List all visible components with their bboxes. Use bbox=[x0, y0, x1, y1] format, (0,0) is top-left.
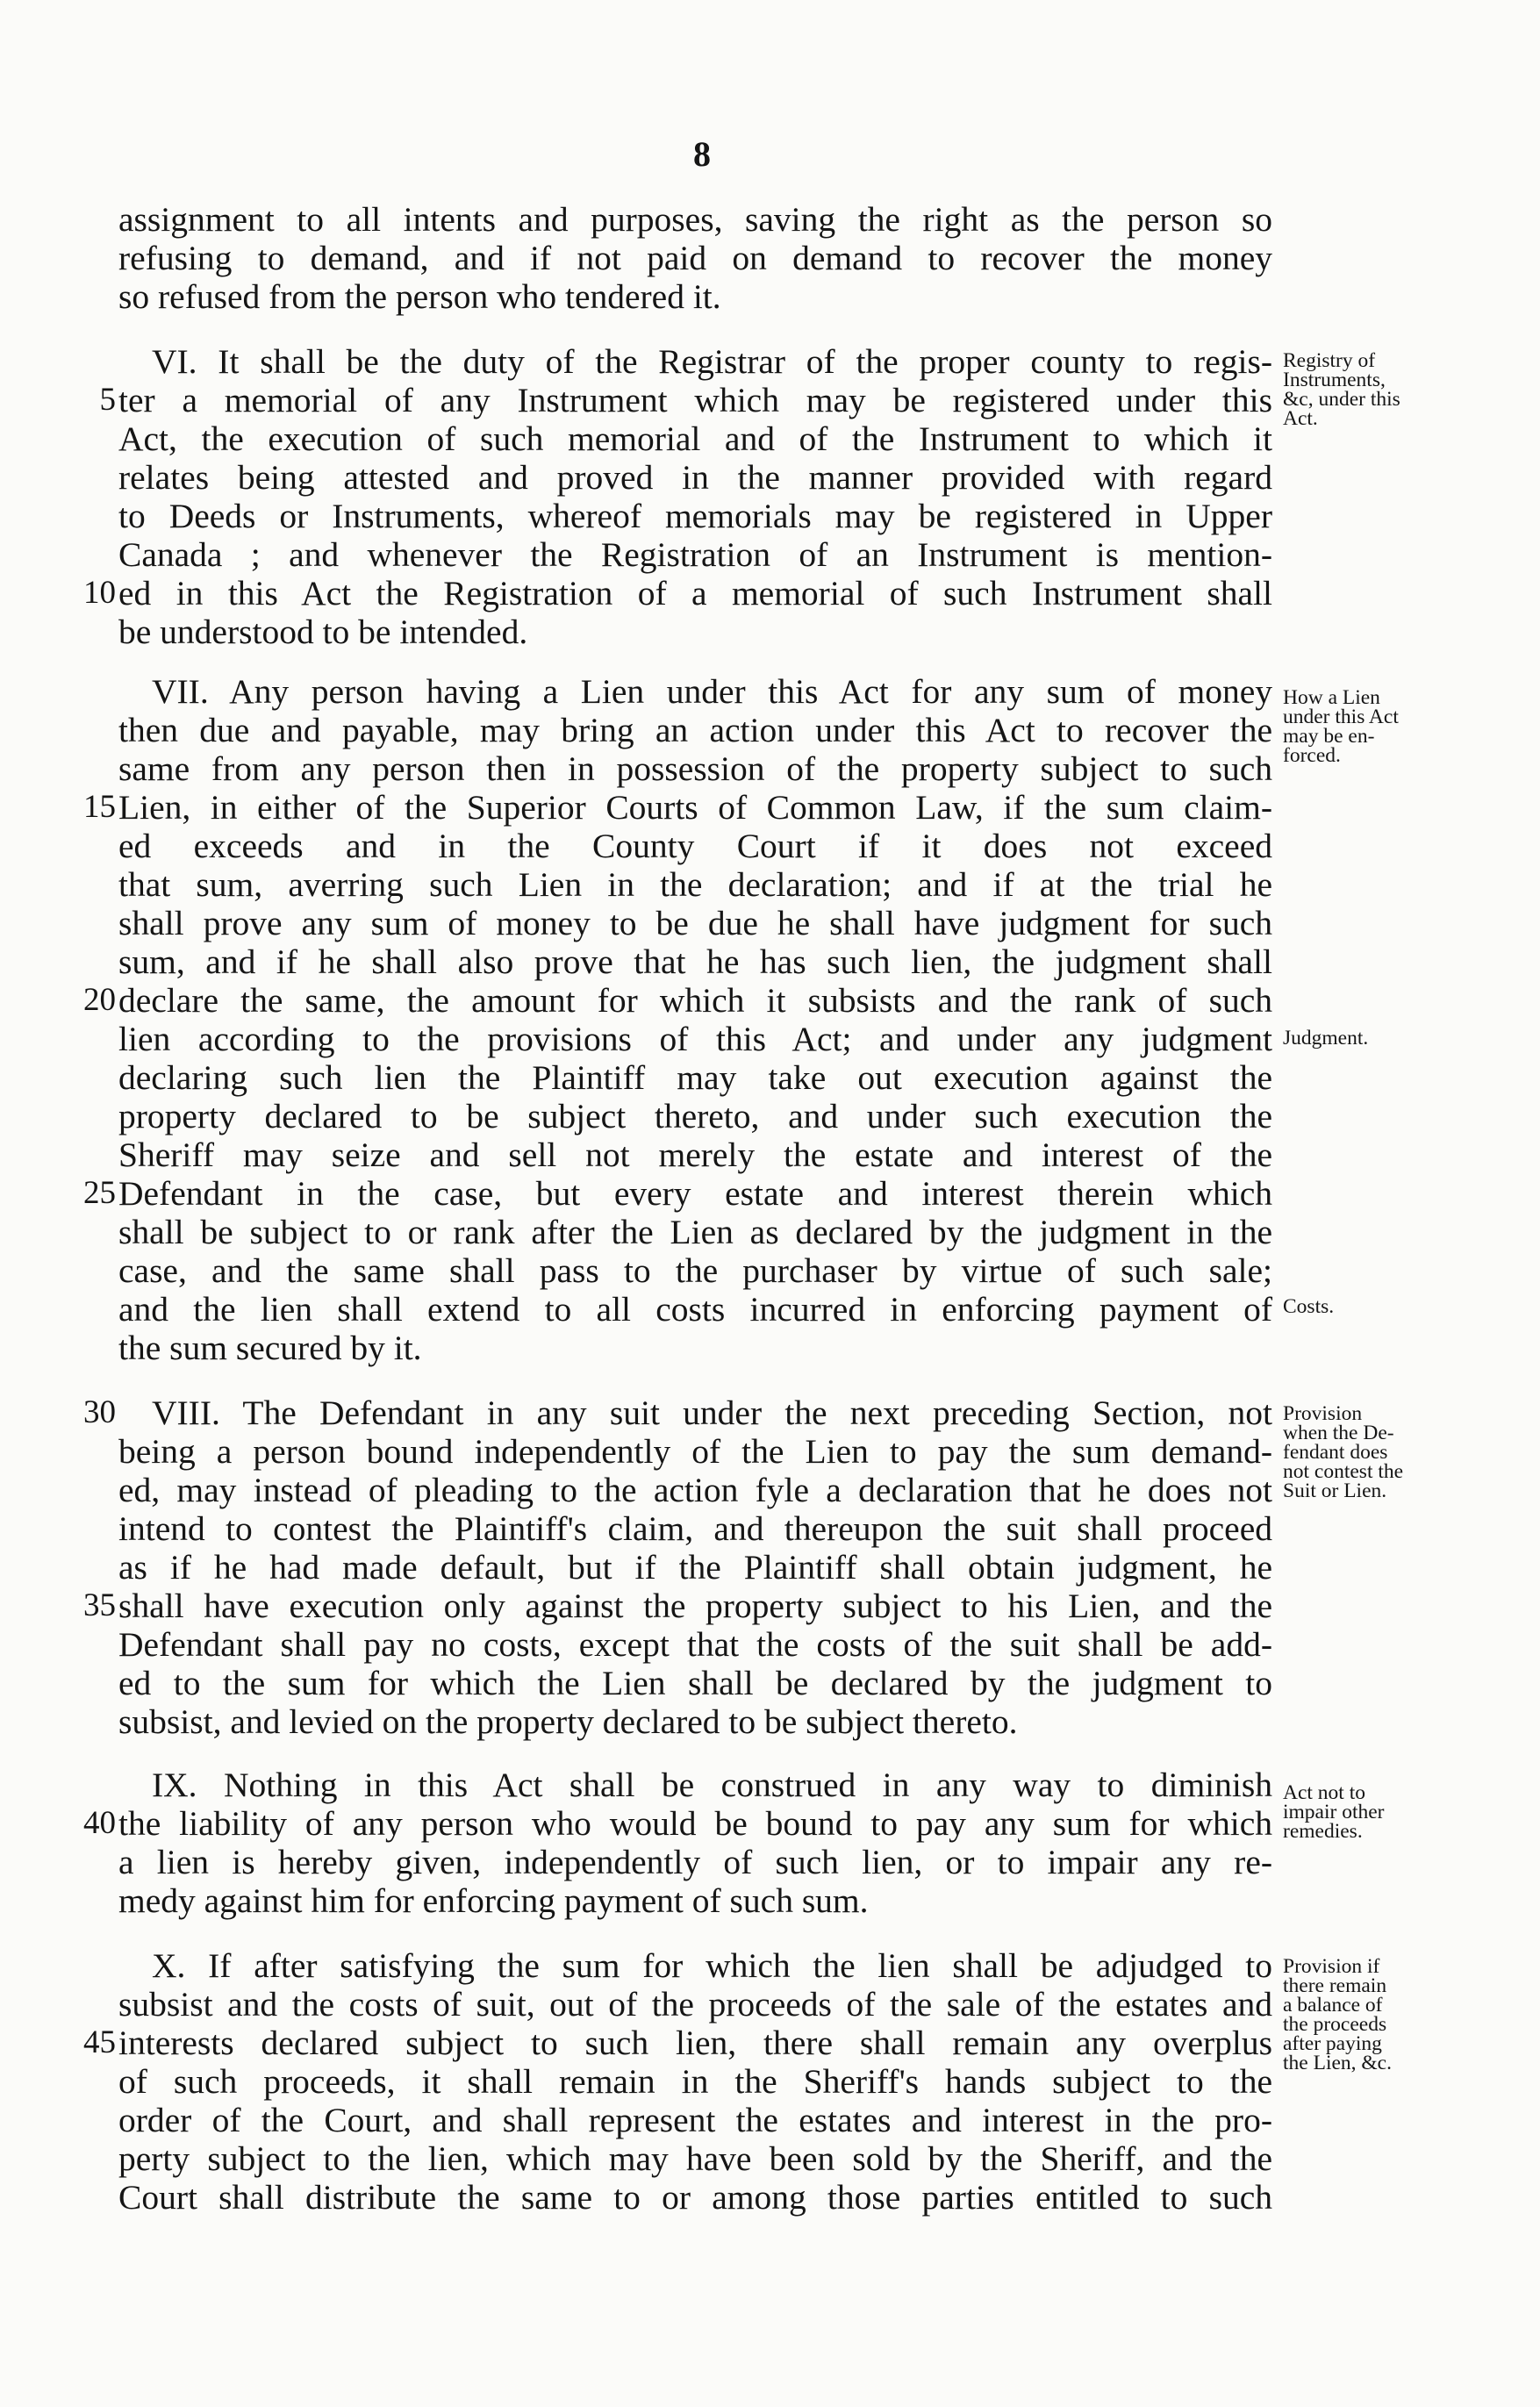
marginal-note-line: may be en- bbox=[1283, 725, 1375, 748]
marginal-note-line: Act not to bbox=[1283, 1781, 1365, 1804]
line-number: 30 bbox=[83, 1394, 116, 1430]
marginal-note-line: not contest the bbox=[1283, 1460, 1404, 1483]
body-line: to Deeds or Instruments, whereof memorials may be registered in Upper bbox=[118, 497, 1272, 535]
marginal-note-line: there remain bbox=[1283, 1974, 1387, 1997]
line-number: 20 bbox=[83, 982, 116, 1018]
body-line: as if he had made default, but if the Plaintiff shall obtain judgment, he bbox=[118, 1548, 1272, 1587]
body-line: ed exceeds and in the County Court if it does not exceed bbox=[118, 827, 1272, 865]
body-line: subsist and the costs of suit, out of the proceeds of the sale of the estates and bbox=[118, 1985, 1272, 2024]
body-line: be understood to be intended. bbox=[118, 612, 528, 651]
body-line: shall have execution only against the property subject to his Lien, and the bbox=[118, 1587, 1272, 1625]
body-line: ed, may instead of pleading to the action fyle a declaration that he does not bbox=[118, 1471, 1272, 1509]
marginal-note-line: Registry of bbox=[1283, 349, 1376, 372]
body-line: shall be subject to or rank after the Lien as declared by the judgment in the bbox=[118, 1213, 1272, 1251]
marginal-note-line: How a Lien bbox=[1283, 686, 1380, 709]
body-line: Defendant in the case, but every estate and interest therein which bbox=[118, 1174, 1272, 1213]
line-number: 25 bbox=[83, 1175, 116, 1211]
marginal-note-line: Act. bbox=[1283, 407, 1318, 430]
body-line: Lien, in either of the Superior Courts of Common Law, if the sum claim- bbox=[118, 788, 1272, 827]
body-line: then due and payable, may bring an action under this Act to recover the bbox=[118, 711, 1272, 749]
marginal-note-line: Judgment. bbox=[1283, 1027, 1369, 1049]
body-line: so refused from the person who tendered it. bbox=[118, 277, 721, 316]
marginal-note bbox=[1283, 1957, 1511, 2073]
body-line: property declared to be subject thereto, and under such execution the bbox=[118, 1097, 1272, 1135]
body-line: ter a memorial of any Instrument which may be registered under this bbox=[118, 381, 1272, 419]
line-number: 15 bbox=[83, 789, 116, 825]
body-line: relates being attested and proved in the manner provided with regard bbox=[118, 458, 1272, 497]
marginal-note-line: when the De- bbox=[1283, 1422, 1394, 1444]
marginal-note-line: under this Act bbox=[1283, 706, 1399, 728]
body-line: VIII. The Defendant in any suit under the next preceding Section, not bbox=[152, 1393, 1272, 1432]
marginal-note bbox=[1283, 351, 1511, 428]
body-line: refusing to demand, and if not paid on demand to recover the money bbox=[118, 239, 1272, 277]
marginal-note-line: forced. bbox=[1283, 744, 1341, 767]
body-line: intend to contest the Plaintiff's claim, and thereupon the suit shall proceed bbox=[118, 1509, 1272, 1548]
marginal-note bbox=[1283, 1028, 1511, 1048]
body-line: subsist, and levied on the property declared to be subject thereto. bbox=[118, 1702, 1018, 1741]
marginal-note-line: Instruments, bbox=[1283, 369, 1386, 391]
body-line: shall prove any sum of money to be due he shall have judgment for such bbox=[118, 904, 1272, 942]
body-line: medy against him for enforcing payment of such sum. bbox=[118, 1881, 869, 1920]
page-number: 8 bbox=[693, 134, 711, 174]
line-number: 10 bbox=[83, 575, 116, 611]
body-line: sum, and if he shall also prove that he has such lien, the judgment shall bbox=[118, 942, 1272, 981]
line-number: 40 bbox=[83, 1805, 116, 1841]
marginal-note-line: a balance of bbox=[1283, 1994, 1383, 2017]
body-line: lien according to the provisions of this Act; and under any judgment bbox=[118, 1020, 1272, 1058]
body-line: a lien is hereby given, independently of such lien, or to impair any re- bbox=[118, 1843, 1272, 1881]
marginal-note-line: after paying bbox=[1283, 2032, 1382, 2055]
body-line: of such proceeds, it shall remain in the Sheriff's hands subject to the bbox=[118, 2062, 1272, 2101]
marginal-note-line: impair other bbox=[1283, 1801, 1385, 1823]
line-number: 35 bbox=[83, 1587, 116, 1623]
line-number: 5 bbox=[99, 382, 116, 418]
body-line: the liability of any person who would be bound to pay any sum for which bbox=[118, 1804, 1272, 1843]
body-line: declare the same, the amount for which it subsists and the rank of such bbox=[118, 981, 1272, 1020]
marginal-note bbox=[1283, 688, 1511, 765]
body-line: order of the Court, and shall represent the estates and interest in the pro- bbox=[118, 2101, 1272, 2139]
marginal-note-line: the proceeds bbox=[1283, 2013, 1387, 2036]
marginal-note-line: Provision bbox=[1283, 1402, 1363, 1425]
body-line: and the lien shall extend to all costs incurred in enforcing payment of bbox=[118, 1290, 1272, 1329]
body-line: same from any person then in possession of the property subject to such bbox=[118, 749, 1272, 788]
body-line: case, and the same shall pass to the purchaser by virtue of such sale; bbox=[118, 1251, 1272, 1290]
body-line: the sum secured by it. bbox=[118, 1329, 422, 1367]
marginal-note-line: Provision if bbox=[1283, 1955, 1380, 1978]
body-line: ed in this Act the Registration of a memorial of such Instrument shall bbox=[118, 574, 1272, 612]
marginal-note bbox=[1283, 1297, 1511, 1316]
body-line: Canada ; and whenever the Registration of an Instrument is mention- bbox=[118, 535, 1272, 574]
marginal-note-line: remedies. bbox=[1283, 1820, 1363, 1843]
body-line: that sum, averring such Lien in the declaration; and if at the trial he bbox=[118, 865, 1272, 904]
body-line: Court shall distribute the same to or among those parties entitled to such bbox=[118, 2178, 1272, 2217]
marginal-note bbox=[1283, 1404, 1511, 1501]
marginal-note-line: &c, under this bbox=[1283, 388, 1400, 411]
body-line: assignment to all intents and purposes, saving the right as the person so bbox=[118, 200, 1272, 239]
body-line: interests declared subject to such lien, there shall remain any overplus bbox=[118, 2024, 1272, 2062]
line-number: 45 bbox=[83, 2024, 116, 2060]
body-line: VI. It shall be the duty of the Registrar of the proper county to regis- bbox=[152, 342, 1272, 381]
body-line: Sheriff may seize and sell not merely the estate and interest of the bbox=[118, 1135, 1272, 1174]
body-line: declaring such lien the Plaintiff may take out execution against the bbox=[118, 1058, 1272, 1097]
marginal-note-line: the Lien, &c. bbox=[1283, 2052, 1392, 2074]
marginal-note-line: fendant does bbox=[1283, 1441, 1388, 1464]
body-line: Act, the execution of such memorial and of the Instrument to which it bbox=[118, 419, 1272, 458]
body-line: Defendant shall pay no costs, except that the costs of the suit shall be add- bbox=[118, 1625, 1272, 1664]
body-line: IX. Nothing in this Act shall be construed in any way to diminish bbox=[152, 1766, 1272, 1804]
body-line: being a person bound independently of the Lien to pay the sum demand- bbox=[118, 1432, 1272, 1471]
body-line: X. If after satisfying the sum for which the lien shall be adjudged to bbox=[152, 1946, 1272, 1985]
marginal-note bbox=[1283, 1783, 1511, 1841]
marginal-note-line: Suit or Lien. bbox=[1283, 1479, 1387, 1502]
body-line: VII. Any person having a Lien under this Act for any sum of money bbox=[152, 672, 1272, 711]
body-line: perty subject to the lien, which may have been sold by the Sheriff, and the bbox=[118, 2139, 1272, 2178]
body-line: ed to the sum for which the Lien shall be declared by the judgment to bbox=[118, 1664, 1272, 1702]
marginal-note-line: Costs. bbox=[1283, 1295, 1335, 1318]
